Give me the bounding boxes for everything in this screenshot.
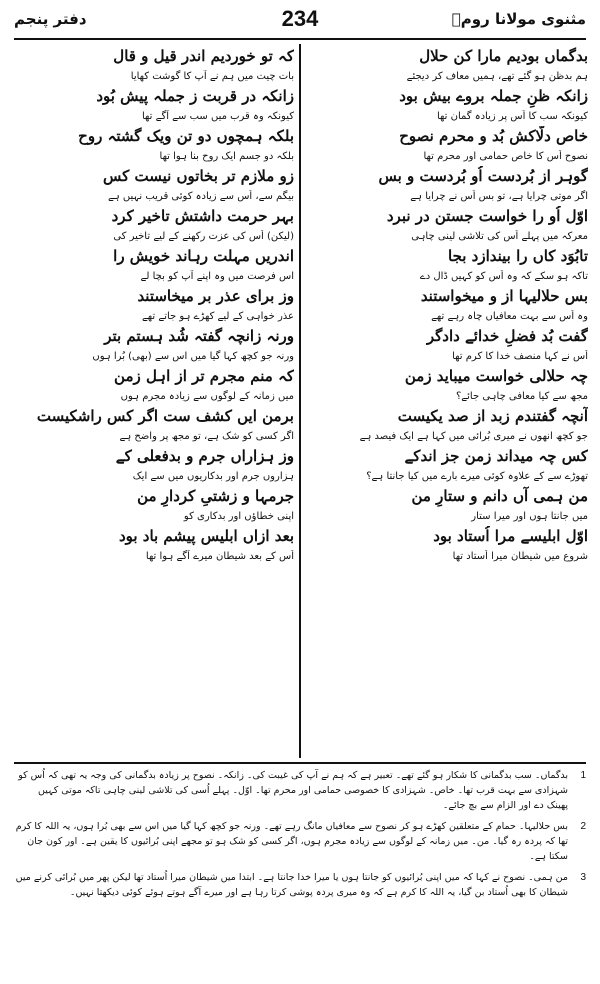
couplet-block bbox=[306, 486, 588, 526]
verse-line: کہ تو خوردیم اندر قیل و قال bbox=[113, 47, 294, 65]
verse-line: بہر حرمت داشتش تاخیر کرد bbox=[111, 207, 294, 225]
verse-line: برمن ایں کشف ست اگر کس راشکیست bbox=[36, 407, 294, 425]
couplet-block bbox=[12, 446, 294, 486]
translation-line: جو کچھ انھوں نے میری بُرائی میں کہا ہے ایک فیصد ہے bbox=[359, 431, 588, 442]
translation-line: عذر خواہی کے لیے کھڑے ہو جاتے تھے bbox=[141, 311, 294, 322]
couplet-block bbox=[306, 86, 588, 126]
translation-line: تھوڑے سے کے علاوہ کوئی میرے بارے میں کیا جانتا ہے؟ bbox=[366, 471, 588, 482]
verse-line: وز برای عذر بر میخاستند bbox=[137, 287, 294, 305]
footnote-text: بس حلالیہا۔ حمام کے متعلقین کھڑے ہو کر نصوح سے معافیاں مانگ رہے تھے۔ ورنہ جو کچھ کہا گیا میں اس سے بھی بُرا ہوں، یہ اللہ کا کرم تھا کہ پردہ رہ گیا۔ من۔ میں زمانہ کے لوگوں سے زیادہ مجرم ہوں، اگر کسی کو شک ہو تو مجھے اپنی بُرائیوں کا یقین ہے۔ اور کون جان سکتا ہے۔ bbox=[15, 821, 568, 862]
verse-line: جرمہا و زشتیِ کردارِ من bbox=[137, 487, 294, 505]
footnote bbox=[14, 819, 586, 864]
verse-line: آنچہ گفتندم زبد از صد یکیست bbox=[397, 407, 588, 425]
page-number: 234 bbox=[281, 6, 319, 31]
translation-line: شروع میں شیطان میرا اُستاد تھا bbox=[452, 551, 588, 562]
right-column bbox=[306, 46, 588, 566]
verse-line: گوہر از بُردست اُو بُردست و بس bbox=[378, 167, 588, 185]
translation-line: تاکہ ہو سکے کہ وہ اُس کو کہیں ڈال دے bbox=[419, 271, 588, 282]
couplet-block bbox=[12, 246, 294, 286]
translation-line: معرکہ میں پہلے اُس کی تلاشی لینی چاہی bbox=[411, 231, 588, 242]
verse-line: چہ حلالی خواست میباید زمن bbox=[404, 367, 588, 385]
verse-line: کس چہ میداند زمن جز اندکے bbox=[404, 447, 588, 465]
verse-line: تابُوَد کاں را بیندازد بجا bbox=[448, 247, 588, 265]
couplet-block bbox=[12, 86, 294, 126]
translation-line: ہزاروں جرم اور بدکاریوں میں سے ایک bbox=[132, 471, 294, 482]
couplet-block bbox=[306, 526, 588, 566]
couplet-block bbox=[12, 126, 294, 166]
couplet-block bbox=[12, 526, 294, 566]
verse-line: کہ منم مجرم تر از اہل زمن bbox=[114, 367, 294, 385]
couplet-block bbox=[306, 246, 588, 286]
translation-line: بات چیت میں ہم نے آپ کا گوشت کھایا bbox=[130, 71, 294, 82]
translation-line: نصوح اُس کا خاص حمامی اور محرم تھا bbox=[423, 151, 588, 162]
couplet-block bbox=[12, 326, 294, 366]
couplet-block bbox=[306, 286, 588, 326]
footnote-rule bbox=[14, 762, 586, 764]
translation-line: اُس کے بعد شیطان میرے آگے ہوا تھا bbox=[145, 551, 294, 562]
couplet-block bbox=[12, 366, 294, 406]
couplet-block bbox=[306, 46, 588, 86]
book-title: مثنوی مولانا رومؒ bbox=[451, 10, 586, 28]
verse-line: زانکہ در قربت ز جملہ پیش بُود bbox=[96, 87, 294, 105]
footnote-text: بدگماں۔ سب بدگمانی کا شکار ہو گئے تھے۔ تعبیر ہے کہ ہم نے آپ کی غیبت کی۔ زانکہ۔ نصوح پر زیادہ بدگمانی کی وجہ یہ تھی کہ اُس کو شہزادی سے بہت قرب تھا۔ خاص۔ شہزادی کا خصوصی حمامی اور محرم تھا۔ اوّل۔ پہلے اُسی کی تلاشی لینی چاہی تاکہ موتی کہیں پھینک دے اور الزام سے بچ جائے۔ bbox=[18, 770, 568, 811]
translation-line: کیونکہ سب کا اُس پر زیادہ گمان تھا bbox=[437, 111, 588, 122]
left-column bbox=[12, 46, 294, 566]
footnote bbox=[14, 768, 586, 813]
couplet-block bbox=[12, 286, 294, 326]
footnotes bbox=[14, 768, 586, 906]
section-title: دفتر پنجم bbox=[14, 10, 87, 28]
verse-line: بس حلالیہا از و میخواستند bbox=[420, 287, 588, 305]
page-header bbox=[14, 6, 586, 36]
couplet-block bbox=[12, 46, 294, 86]
translation-line: ورنہ جو کچھ کہا گیا میں اس سے (بھی) بُرا ہوں bbox=[92, 351, 294, 362]
translation-line: بلکہ دو جسم ایک روح بنا ہوا تھا bbox=[159, 151, 294, 162]
verse-line: گفت بُد فضلِ خدائے دادگر bbox=[426, 327, 588, 345]
verse-line: زانکہ ظنِ جملہ بروے بیش بود bbox=[399, 87, 588, 105]
translation-line: وہ اُس سے بہت معافیاں چاہ رہے تھے bbox=[431, 311, 588, 322]
couplet-block bbox=[306, 206, 588, 246]
verse-line: خاص دلّاکش بُد و محرم نصوح bbox=[399, 127, 588, 145]
verse-line: اوّل اُو را خواست جستن در نبرد bbox=[386, 207, 588, 225]
translation-line: اگر موتی چرایا ہے، تو بس اُس نے چرایا ہے bbox=[410, 191, 588, 202]
verse-line: اندریں مہلت رہاند خویش را bbox=[113, 247, 294, 265]
translation-line: اپنی خطاؤں اور بدکاری کو bbox=[183, 511, 294, 522]
verse-line: ورنہ زانچہ گفتہ شُد ہستم بتر bbox=[104, 327, 294, 345]
couplet-block bbox=[12, 166, 294, 206]
couplet-block bbox=[306, 326, 588, 366]
translation-line: بیگم سے، اُس سے زیادہ کوئی قریب نہیں ہے bbox=[107, 191, 294, 202]
footnote-marker: 3 bbox=[580, 872, 586, 883]
couplet-block bbox=[306, 166, 588, 206]
column-divider bbox=[299, 44, 301, 758]
translation-line: مجھ سے کیا معافی چاہی جائے؟ bbox=[455, 391, 588, 402]
header-rule bbox=[14, 38, 586, 40]
verse-line: بدگماں بودیم مارا کن حلال bbox=[419, 47, 588, 65]
footnote-marker: 1 bbox=[580, 770, 586, 781]
verse-line: وز ہزاراں جرم و بدفعلی کے bbox=[115, 447, 294, 465]
couplet-block bbox=[306, 366, 588, 406]
translation-line: کیونکہ وہ قرب میں سب سے آگے تھا bbox=[141, 111, 294, 122]
verse-line: بعد ازاں ابلیس پیشم باد بود bbox=[118, 527, 294, 545]
translation-line: اگر کسی کو شک ہے، تو مجھ پر واضح ہے bbox=[119, 431, 294, 442]
couplet-block bbox=[12, 486, 294, 526]
couplet-block bbox=[306, 406, 588, 446]
footnote-marker: 2 bbox=[580, 821, 586, 832]
verse-line: بلکہ ہمچوں دو تن ویک گشتہ روح bbox=[78, 127, 294, 145]
translation-line: اس فرصت میں وہ اپنے آپ کو بچا لے bbox=[140, 271, 294, 282]
translation-line: ہم بدظن ہو گئے تھے، ہمیں معاف کر دیجئے bbox=[406, 71, 588, 82]
translation-line: (لیکن) اُس کی عزت رکھنے کے لیے تاخیر کی bbox=[113, 231, 294, 242]
couplet-block bbox=[12, 406, 294, 446]
footnote-text: من ہمی۔ نصوح نے کہا کہ میں اپنی بُرائیوں کو جانتا ہوں یا میرا خدا جانتا ہے۔ ابتدا میں شیطان میرا اُستاد تھا لیکن پھر میں بُرائی کرنے میں شیطان کا بھی اُستاد بن گیا، یہ اللہ کا کرم ہے کہ وہ میری پردہ پوشی کرتا رہا ہے اور میرے آگے ہوتے ہوئے کوئی دیکھتا نہیں۔ bbox=[15, 872, 568, 898]
couplet-block bbox=[306, 126, 588, 166]
couplet-block bbox=[12, 206, 294, 246]
verse-line: اوّل ابلیسے مرا اُستاد بود bbox=[433, 527, 588, 545]
verse-line: زو ملازم تر بخاتوں نیست کس bbox=[102, 167, 294, 185]
verse-line: من ہمی آں دانم و ستارِ من bbox=[411, 487, 588, 505]
translation-line: اُس نے کہا منصف خدا کا کرم تھا bbox=[452, 351, 588, 362]
translation-line: میں زمانہ کے لوگوں سے زیادہ مجرم ہوں bbox=[120, 391, 294, 402]
translation-line: میں جانتا ہوں اور میرا ستار bbox=[471, 511, 588, 522]
couplet-block bbox=[306, 446, 588, 486]
footnote bbox=[14, 870, 586, 900]
